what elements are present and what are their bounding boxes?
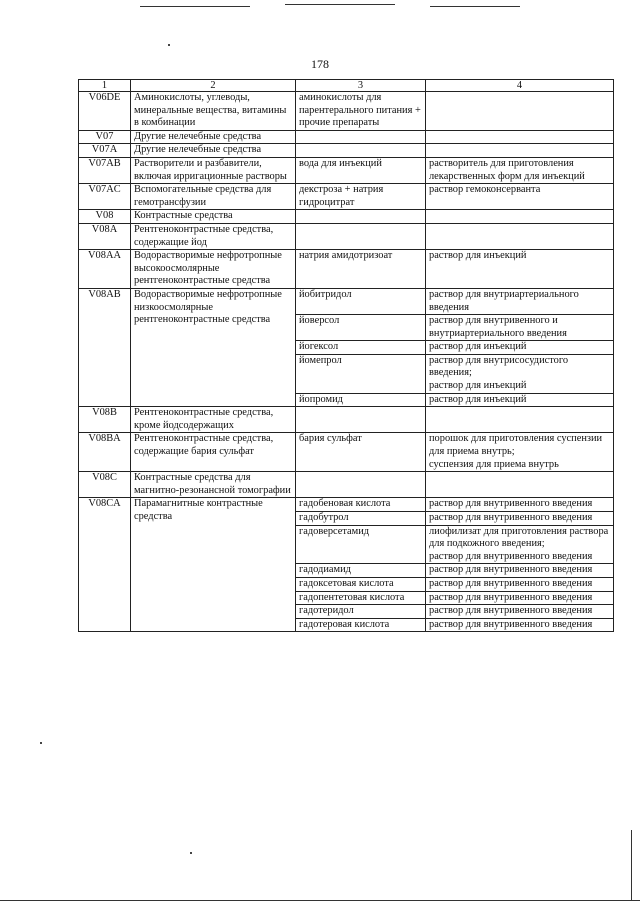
- dosage-form-cell: лиофилизат для приготовления раствора для подкожного введения; раствор для внутривенного введения: [426, 525, 614, 564]
- drug-name-cell: [296, 210, 426, 224]
- table-row: [79, 250, 614, 289]
- anatomical-group-cell: Вспомогательные средства для гемотрансфузии: [131, 184, 296, 210]
- dosage-form-cell: раствор для внутривенного введения: [426, 564, 614, 578]
- table-row: [79, 184, 614, 210]
- atc-code-cell: V07AB: [79, 157, 131, 183]
- table-body: [79, 92, 614, 632]
- scan-speck: [168, 44, 170, 46]
- atc-code-cell: V08AA: [79, 250, 131, 289]
- atc-code-cell: V08A: [79, 223, 131, 249]
- dosage-form-cell: растворитель для приготовления лекарственных форм для инъекций: [426, 157, 614, 183]
- dosage-form-cell: раствор для инъекций: [426, 250, 614, 289]
- drug-name-cell: вода для инъекций: [296, 157, 426, 183]
- anatomical-group-cell: Контрастные средства для магнитно-резонансной томографии: [131, 472, 296, 498]
- drug-name-cell: [296, 472, 426, 498]
- atc-code-cell: V07: [79, 130, 131, 144]
- table-row: [79, 223, 614, 249]
- scan-speck: [190, 852, 192, 854]
- drug-name-cell: бария сульфат: [296, 433, 426, 472]
- dosage-form-cell: [426, 407, 614, 433]
- table-row: [79, 498, 614, 512]
- dosage-form-cell: [426, 210, 614, 224]
- drug-name-cell: аминокислоты для парентерального питания + прочие препараты: [296, 92, 426, 131]
- table-row: [79, 407, 614, 433]
- drug-name-cell: декстроза + натрия гидроцитрат: [296, 184, 426, 210]
- drug-name-cell: гадобутрол: [296, 512, 426, 526]
- drug-name-cell: йобитридол: [296, 288, 426, 314]
- dosage-form-cell: раствор для внутрисосудистого введения; раствор для инъекций: [426, 354, 614, 393]
- atc-code-cell: V07A: [79, 144, 131, 158]
- scan-artifact-right-edge: [631, 830, 632, 900]
- drug-name-cell: йомепрол: [296, 354, 426, 393]
- atc-code-cell: V08B: [79, 407, 131, 433]
- atc-code-cell: V07AC: [79, 184, 131, 210]
- atc-code-cell: V08AB: [79, 288, 131, 406]
- table-row: [79, 130, 614, 144]
- dosage-form-cell: [426, 130, 614, 144]
- dosage-form-cell: порошок для приготовления суспензии для приема внутрь; суспензия для приема внутрь: [426, 433, 614, 472]
- drug-name-cell: [296, 223, 426, 249]
- atc-drug-table: [78, 79, 614, 632]
- table-row: [79, 157, 614, 183]
- anatomical-group-cell: Рентгеноконтрастные средства, содержащие бария сульфат: [131, 433, 296, 472]
- dosage-form-cell: раствор для внутривенного введения: [426, 512, 614, 526]
- anatomical-group-cell: Водорастворимые нефротропные высокоосмолярные рентгеноконтрастные средства: [131, 250, 296, 289]
- scan-artifact-top: [140, 6, 250, 7]
- anatomical-group-cell: Водорастворимые нефротропные низкоосмолярные рентгеноконтрастные средства: [131, 288, 296, 406]
- drug-name-cell: гадопентетовая кислота: [296, 591, 426, 605]
- dosage-form-cell: [426, 144, 614, 158]
- anatomical-group-cell: Аминокислоты, углеводы, минеральные вещества, витамины в комбинации: [131, 92, 296, 131]
- table-row: [79, 288, 614, 314]
- page-number: 178: [311, 57, 329, 71]
- scan-speck: [40, 742, 42, 744]
- drug-name-cell: [296, 407, 426, 433]
- dosage-form-cell: раствор для внутривенного введения: [426, 618, 614, 632]
- drug-name-cell: гадотеровая кислота: [296, 618, 426, 632]
- drug-name-cell: [296, 144, 426, 158]
- dosage-form-cell: раствор для внутривенного и внутриартериального введения: [426, 315, 614, 341]
- drug-name-cell: гадотеридол: [296, 605, 426, 619]
- drug-name-cell: гадоверсетамид: [296, 525, 426, 564]
- atc-code-cell: V08C: [79, 472, 131, 498]
- drug-name-cell: [296, 130, 426, 144]
- dosage-form-cell: раствор гемоконсерванта: [426, 184, 614, 210]
- drug-name-cell: гадобеновая кислота: [296, 498, 426, 512]
- dosage-form-cell: раствор для инъекций: [426, 341, 614, 355]
- drug-name-cell: гадоксетовая кислота: [296, 577, 426, 591]
- drug-name-cell: гадодиамид: [296, 564, 426, 578]
- column-header: 3: [296, 80, 426, 92]
- dosage-form-cell: раствор для внутривенного введения: [426, 591, 614, 605]
- dosage-form-cell: [426, 92, 614, 131]
- anatomical-group-cell: Растворители и разбавители, включая ирригационные растворы: [131, 157, 296, 183]
- drug-name-cell: йопромид: [296, 393, 426, 407]
- dosage-form-cell: раствор для внутривенного введения: [426, 577, 614, 591]
- atc-code-cell: V06DE: [79, 92, 131, 131]
- anatomical-group-cell: Рентгеноконтрастные средства, содержащие йод: [131, 223, 296, 249]
- drug-name-cell: йоверсол: [296, 315, 426, 341]
- scan-artifact-top: [430, 6, 520, 7]
- column-header: 4: [426, 80, 614, 92]
- table-header-row: [79, 80, 614, 92]
- dosage-form-cell: раствор для внутривенного введения: [426, 498, 614, 512]
- scan-artifact-top: [285, 4, 395, 5]
- atc-code-cell: V08: [79, 210, 131, 224]
- anatomical-group-cell: Контрастные средства: [131, 210, 296, 224]
- scan-artifact-bottom: [0, 900, 640, 901]
- table-row: [79, 472, 614, 498]
- anatomical-group-cell: Рентгеноконтрастные средства, кроме йодсодержащих: [131, 407, 296, 433]
- dosage-form-cell: раствор для внутриартериального введения: [426, 288, 614, 314]
- table-row: [79, 92, 614, 131]
- anatomical-group-cell: Другие нелечебные средства: [131, 144, 296, 158]
- column-header: 1: [79, 80, 131, 92]
- anatomical-group-cell: Другие нелечебные средства: [131, 130, 296, 144]
- drug-name-cell: натрия амидотризоат: [296, 250, 426, 289]
- dosage-form-cell: раствор для инъекций: [426, 393, 614, 407]
- anatomical-group-cell: Парамагнитные контрастные средства: [131, 498, 296, 632]
- column-header: 2: [131, 80, 296, 92]
- drug-name-cell: йогексол: [296, 341, 426, 355]
- dosage-form-cell: [426, 223, 614, 249]
- table-row: [79, 144, 614, 158]
- dosage-form-cell: раствор для внутривенного введения: [426, 605, 614, 619]
- atc-code-cell: V08CA: [79, 498, 131, 632]
- dosage-form-cell: [426, 472, 614, 498]
- table-row: [79, 210, 614, 224]
- atc-code-cell: V08BA: [79, 433, 131, 472]
- table-row: [79, 433, 614, 472]
